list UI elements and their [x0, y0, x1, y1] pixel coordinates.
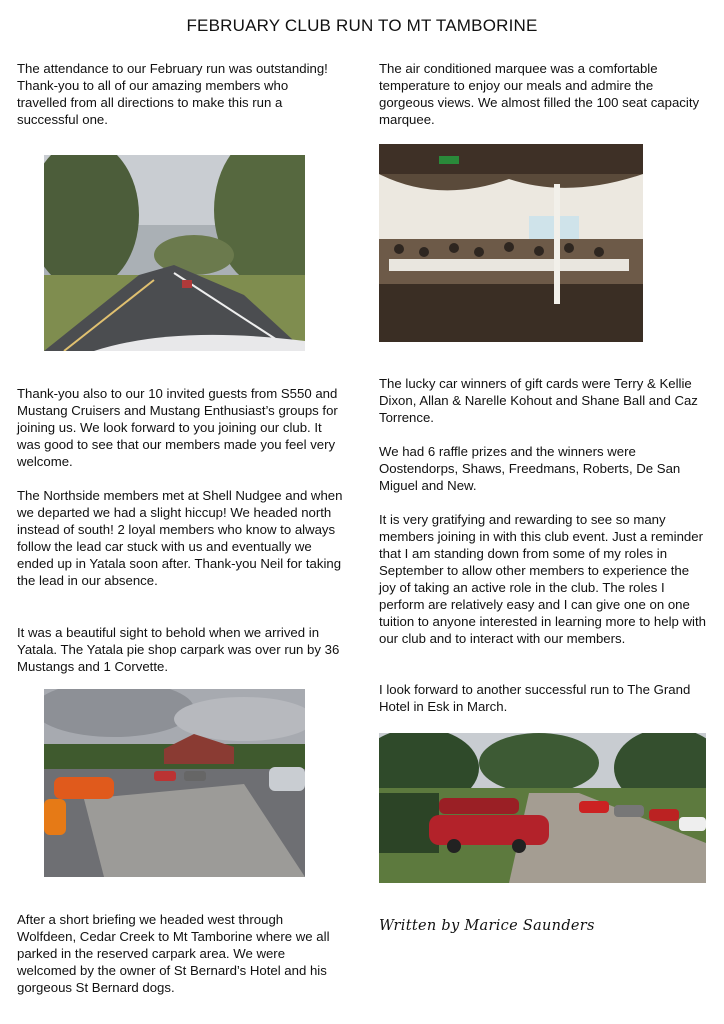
right-paragraph-3: We had 6 raffle prizes and the winners were Oostendorps, Shaws, Freedmans, Roberts, De San Miguel and New.: [379, 444, 681, 493]
right-paragraph-2: The lucky car winners of gift cards were Terry & Kellie Dixon, Allan & Narelle Kohout and Shane Ball and Caz Torrence.: [379, 376, 698, 425]
right-paragraph-5: I look forward to another successful run to The Grand Hotel in Esk in March.: [379, 682, 691, 714]
left-paragraph-3: The Northside members met at Shell Nudgee and when we departed we had a slight hiccup! We headed north instead of south! 2 loyal members who know to always follow the lead car stuck with us and eventually we ended up in Yatala soon after. Thank-you Neil for taking the lead in our absence.: [17, 488, 343, 588]
right-paragraph-1: The air conditioned marquee was a comfortable temperature to enjoy our meals and admire the gorgeous views. We almost filled the 100 seat capacity marquee.: [379, 61, 700, 127]
hotel-carpark-photo: [379, 733, 706, 883]
marquee-dining-photo: [379, 144, 643, 342]
country-road-photo: [44, 155, 305, 351]
right-paragraph-4: It is very gratifying and rewarding to see so many members joining in with this club event. Just a reminder that I am standing down from some of my roles in September to allow other members to experience the joy of taking an active role in the club. The roles I perform are relatively easy and I can give one on one tuition to anyone interested in learning more to help with our club and to interact with our members.: [379, 512, 706, 646]
page-title: FEBRUARY CLUB RUN TO MT TAMBORINE: [186, 16, 538, 35]
left-paragraph-2: Thank-you also to our 10 invited guests from S550 and Mustang Cruisers and Mustang Enthusiast’s groups for joining us. We look forward to you joining our club. It was good to see that our members made you feel very welcome.: [17, 386, 338, 469]
left-paragraph-5: After a short briefing we headed west through Wolfdeen, Cedar Creek to Mt Tamborine where we all parked in the reserved carpark area. We were welcomed by the owner of St Bernard’s Hotel and his gorgeous St Bernard dogs.: [17, 912, 330, 995]
left-paragraph-4: It was a beautiful sight to behold when we arrived in Yatala. The Yatala pie shop carpark was over run by 36 Mustangs and 1 Corvette.: [17, 625, 340, 674]
left-paragraph-1: The attendance to our February run was outstanding! Thank-you to all of our amazing members who travelled from all directions to make this run a successful one.: [17, 61, 328, 127]
author-signature: Written by Marice Saunders: [379, 918, 595, 934]
pie-shop-carpark-photo: [44, 689, 305, 877]
